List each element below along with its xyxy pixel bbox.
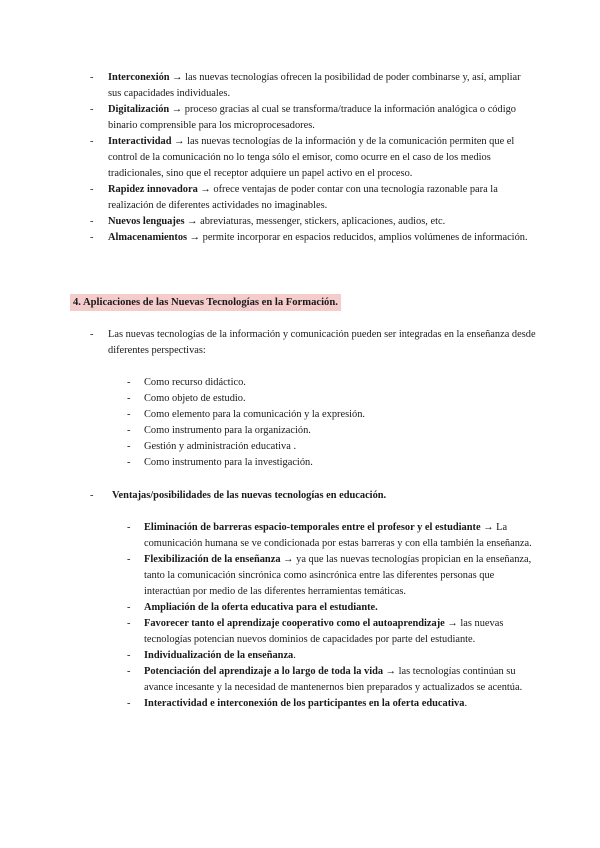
item-term: Nuevos lenguajes xyxy=(108,216,185,227)
item-text: → abreviaturas, messenger, stickers, aplicaciones, audios, etc. xyxy=(184,216,446,227)
bullet-dash: - xyxy=(127,457,131,468)
item-text: → las nuevas tecnologías de la información y de la comunicación permiten que el control de la comunicación no lo tenga sólo el emisor, como ocurre en el caso de los medios tradicionales, sino que el receptor adquiere un papel activo en el proceso. xyxy=(108,136,515,179)
item-term: Individualización de la enseñanza xyxy=(144,650,294,661)
item-text: → proceso gracias al cual se transforma/traduce la información analógica o código binario comprensible para los microprocesadores. xyxy=(108,104,516,131)
intro-text: Las nuevas tecnologías de la información y comunicación pueden ser integradas en la enseñanza desde diferentes perspectivas: xyxy=(108,329,536,356)
item-term: Ampliación de la oferta educativa para el estudiante. xyxy=(144,602,378,613)
item-text: Como instrumento para la organización. xyxy=(144,425,311,436)
list-item xyxy=(127,648,532,664)
list-item xyxy=(127,375,524,391)
item-text: Como instrumento para la investigación. xyxy=(144,457,313,468)
section-intro xyxy=(90,327,536,359)
bullet-dash: - xyxy=(127,698,131,709)
bullet-dash: - xyxy=(127,522,131,533)
item-term: Flexibilización de la enseñanza xyxy=(144,554,281,565)
item-term: Interconexión xyxy=(108,72,170,83)
list-item xyxy=(127,696,532,712)
item-text: → ya que las nuevas tecnologías propician en la enseñanza, tanto la comunicación sincrónica como asincrónica entre las diferentes personas que interactúan por medio de las diferentes herramientas temáticas. xyxy=(144,554,532,597)
section-heading: 4. Aplicaciones de las Nuevas Tecnologías en la Formación. xyxy=(70,294,341,311)
list-item xyxy=(127,552,532,600)
item-text: → las nuevas tecnologías potencian nuevos dominios de capacidades por parte del estudiante. xyxy=(144,618,504,645)
advantages-list xyxy=(127,520,532,712)
advantages-heading-text: Ventajas/posibilidades de las nuevas tecnologías en educación. xyxy=(112,490,387,501)
bullet-dash: - xyxy=(90,136,94,147)
bullet-dash: - xyxy=(90,232,94,243)
item-term: Interactividad xyxy=(108,136,172,147)
item-term: Digitalización xyxy=(108,104,170,115)
list-item xyxy=(127,439,524,455)
item-term: Interactividad e interconexión de los participantes en la oferta educativa xyxy=(144,698,465,709)
list-item xyxy=(90,230,536,246)
item-term: Favorecer tanto el aprendizaje cooperativo como el autoaprendizaje xyxy=(144,618,445,629)
item-term: Rapidez innovadora xyxy=(108,184,198,195)
item-text: → las nuevas tecnologías ofrecen la posibilidad de poder combinarse y, así, ampliar sus capacidades individuales. xyxy=(108,72,521,99)
list-item xyxy=(90,102,536,134)
list-item xyxy=(127,391,524,407)
bullet-dash: - xyxy=(90,216,94,227)
list-item xyxy=(90,134,536,182)
bullet-dash: - xyxy=(127,602,131,613)
bullet-dash: - xyxy=(90,329,94,340)
item-text: . xyxy=(464,698,468,709)
list-item xyxy=(90,70,536,102)
list-item xyxy=(127,600,532,616)
item-text: → permite incorporar en espacios reducidos, amplios volúmenes de información. xyxy=(187,232,528,243)
item-term: Almacenamientos xyxy=(108,232,188,243)
list-item xyxy=(127,423,524,439)
item-text: Como elemento para la comunicación y la expresión. xyxy=(144,409,366,420)
advantages-heading xyxy=(90,488,387,504)
bullet-dash: - xyxy=(127,618,131,629)
bullet-dash: - xyxy=(127,425,131,436)
bullet-dash: - xyxy=(90,72,94,83)
features-list xyxy=(90,70,536,246)
list-item xyxy=(127,455,524,471)
bullet-dash: - xyxy=(127,409,131,420)
list-item xyxy=(127,520,532,552)
list-item xyxy=(90,182,536,214)
list-item xyxy=(127,407,524,423)
item-term: Eliminación de barreras espacio-temporales entre el profesor y el estudiante xyxy=(144,522,481,533)
item-text: . xyxy=(293,650,296,661)
item-term: Potenciación del aprendizaje a lo largo de toda la vida xyxy=(144,666,384,677)
uses-list xyxy=(127,375,524,471)
bullet-dash: - xyxy=(127,554,131,565)
item-text: → La comunicación humana se ve condicionada por estas barreras y con ella también la enseñanza. xyxy=(144,522,532,549)
item-text: Gestión y administración educativa . xyxy=(144,441,297,452)
bullet-dash: - xyxy=(127,666,131,677)
item-text: → las tecnologías continúan su avance incesante y la necesidad de mantenernos bien preparados y actualizados se acentúa. xyxy=(144,666,523,693)
bullet-dash: - xyxy=(127,441,131,452)
list-item xyxy=(90,214,536,230)
bullet-dash: - xyxy=(127,650,131,661)
list-item xyxy=(127,616,532,648)
item-text: → ofrece ventajas de poder contar con una tecnología razonable para la realización de diferentes actividades no imaginables. xyxy=(108,184,498,211)
bullet-dash: - xyxy=(90,490,94,501)
item-text: Como recurso didáctico. xyxy=(144,377,246,388)
bullet-dash: - xyxy=(90,104,94,115)
item-text: Como objeto de estudio. xyxy=(144,393,246,404)
bullet-dash: - xyxy=(127,377,131,388)
list-item xyxy=(127,664,532,696)
bullet-dash: - xyxy=(127,393,131,404)
bullet-dash: - xyxy=(90,184,94,195)
